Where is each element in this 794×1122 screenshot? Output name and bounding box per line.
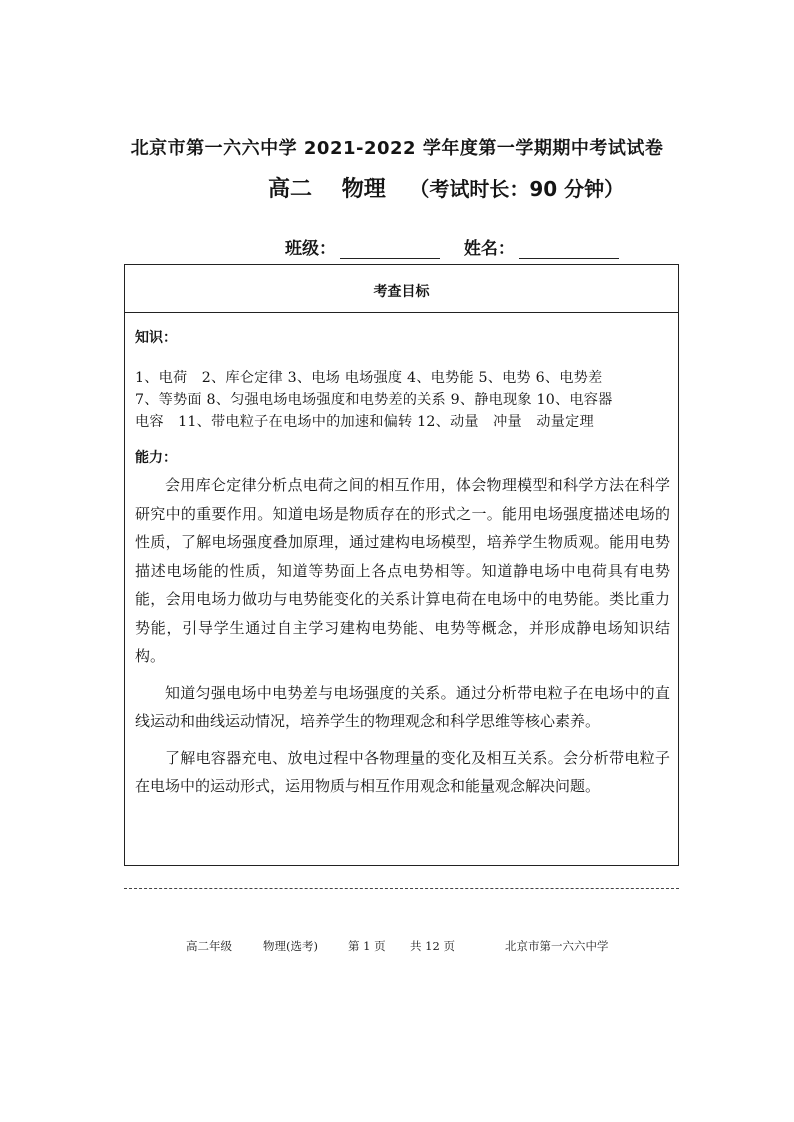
class-label: 班级：: [285, 239, 336, 259]
knowledge-line: 电容 11、带电粒子在电场中的加速和偏转 12、动量 冲量 动量定理: [135, 414, 594, 430]
knowledge-line: 1、电荷 2、库仑定律 3、电场 电场强度 4、电势能 5、电势 6、电势差: [135, 370, 603, 386]
footer-page-number: 第 1 页: [348, 939, 386, 953]
subject-label: 物理: [341, 177, 386, 202]
objectives-heading: 考查目标: [125, 265, 678, 313]
footer-school: 北京市第一六六中学: [505, 939, 609, 953]
ability-paragraph: 会用库仑定律分析点电荷之间的相互作用，体会物理模型和科学方法在科学研究中的重要作用。知道电场是物质存在的形式之一。能用电场强度描述电场的性质，了解电场强度叠加原理，通过建构电场模型，培养学生物质观。能用电势描述电场能的性质，知道等势面上各点电势相等。知道静电场中电荷具有电势能，会用电场力做功与电势能变化的关系计算电荷在电场中的电势能。类比重力势能，引导学生通过自主学习建构电势能、电势等概念，并形成静电场知识结构。: [135, 476, 670, 665]
class-blank[interactable]: [340, 240, 440, 259]
knowledge-line: 7、等势面 8、匀强电场电场强度和电势差的关系 9、静电现象 10、电容器: [135, 392, 613, 408]
footer-total-pages: 共 12 页: [410, 939, 455, 953]
knowledge-label: 知识：: [135, 330, 177, 346]
grade-label: 高二: [268, 177, 313, 202]
exam-subtitle: [268, 172, 624, 203]
objectives-box: [124, 264, 679, 866]
cut-line-divider: [124, 888, 679, 889]
knowledge-list: [135, 367, 670, 433]
student-info-fields: [285, 234, 637, 259]
ability-label: 能力：: [135, 450, 177, 466]
ability-paragraph: 了解电容器充电、放电过程中各物理量的变化及相互关系。会分析带电粒子在电场中的运动形式，运用物质与相互作用观念和能量观念解决问题。: [135, 748, 670, 795]
ability-paragraph: 知道匀强电场中电势差与电场强度的关系。通过分析带电粒子在电场中的直线运动和曲线运动情况，培养学生的物理观念和科学思维等核心素养。: [135, 683, 670, 730]
name-blank[interactable]: [519, 240, 619, 259]
footer-grade: 高二年级: [186, 939, 232, 953]
objectives-body: [125, 327, 678, 801]
footer-subject: 物理(选考): [263, 939, 318, 953]
name-label: 姓名：: [463, 239, 515, 259]
duration-label: （考试时长：90 分钟）: [409, 177, 625, 201]
name-field: [464, 234, 619, 259]
class-field: [285, 234, 440, 259]
exam-title: 北京市第一六六中学 2021-2022 学年度第一学期期中考试试卷: [130, 138, 664, 159]
